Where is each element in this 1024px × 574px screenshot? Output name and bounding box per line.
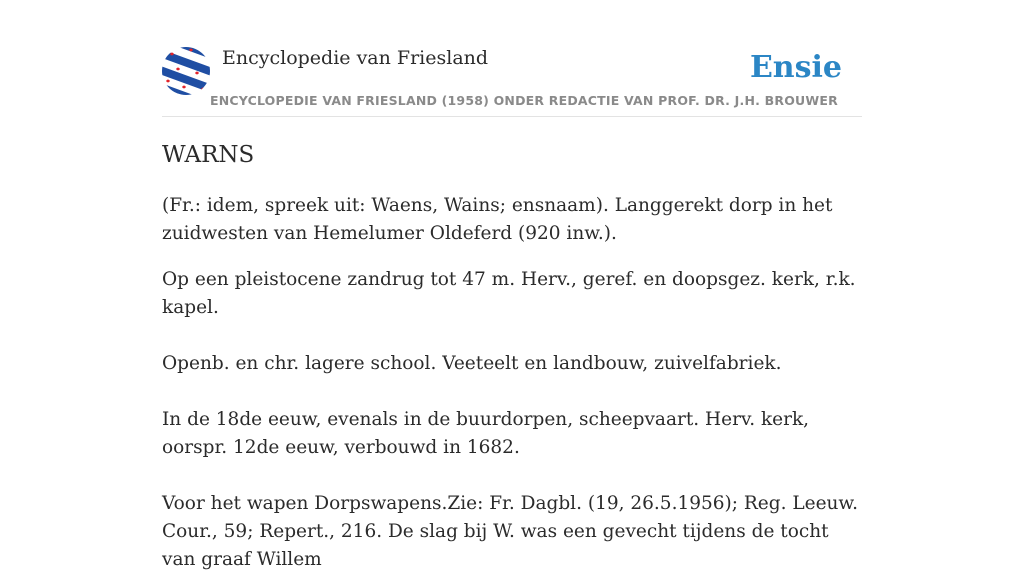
brand-logo-text[interactable]: Ensie xyxy=(749,50,842,85)
site-title[interactable]: Encyclopedie van Friesland xyxy=(222,47,489,69)
article-paragraph: Op een pleistocene zandrug tot 47 m. Herv., geref. en doopsgez. kerk, r.k. kapel. xyxy=(162,269,856,318)
site-header xyxy=(162,44,862,117)
article-paragraph: In de 18de eeuw, evenals in de buurdorpen, scheepvaart. Herv. kerk, oorspr. 12de eeuw, verbouwd in 1682. xyxy=(162,409,810,458)
article-paragraph: (Fr.: idem, spreek uit: Waens, Wains; ensnaam). Langgerekt dorp in het zuidwesten van Hemelumer Oldeferd (920 inw.). xyxy=(162,195,833,244)
article-content xyxy=(162,138,862,574)
frisian-flag-logo-icon[interactable] xyxy=(162,47,210,95)
article-paragraph: Openb. en chr. lagere school. Veeteelt en landbouw, zuivelfabriek. xyxy=(162,353,782,374)
article-title: WARNS xyxy=(162,142,255,168)
encyclopedia-subtitle: ENCYCLOPEDIE VAN FRIESLAND (1958) ONDER REDACTIE VAN PROF. DR. J.H. BROUWER xyxy=(210,93,838,108)
article-paragraph: Voor het wapen Dorpswapens.Zie: Fr. Dagbl. (19, 26.5.1956); Reg. Leeuw. Cour., 59; Repert., 216. De slag bij W. was een gevecht tijdens de tocht van graaf Willem xyxy=(162,493,858,570)
